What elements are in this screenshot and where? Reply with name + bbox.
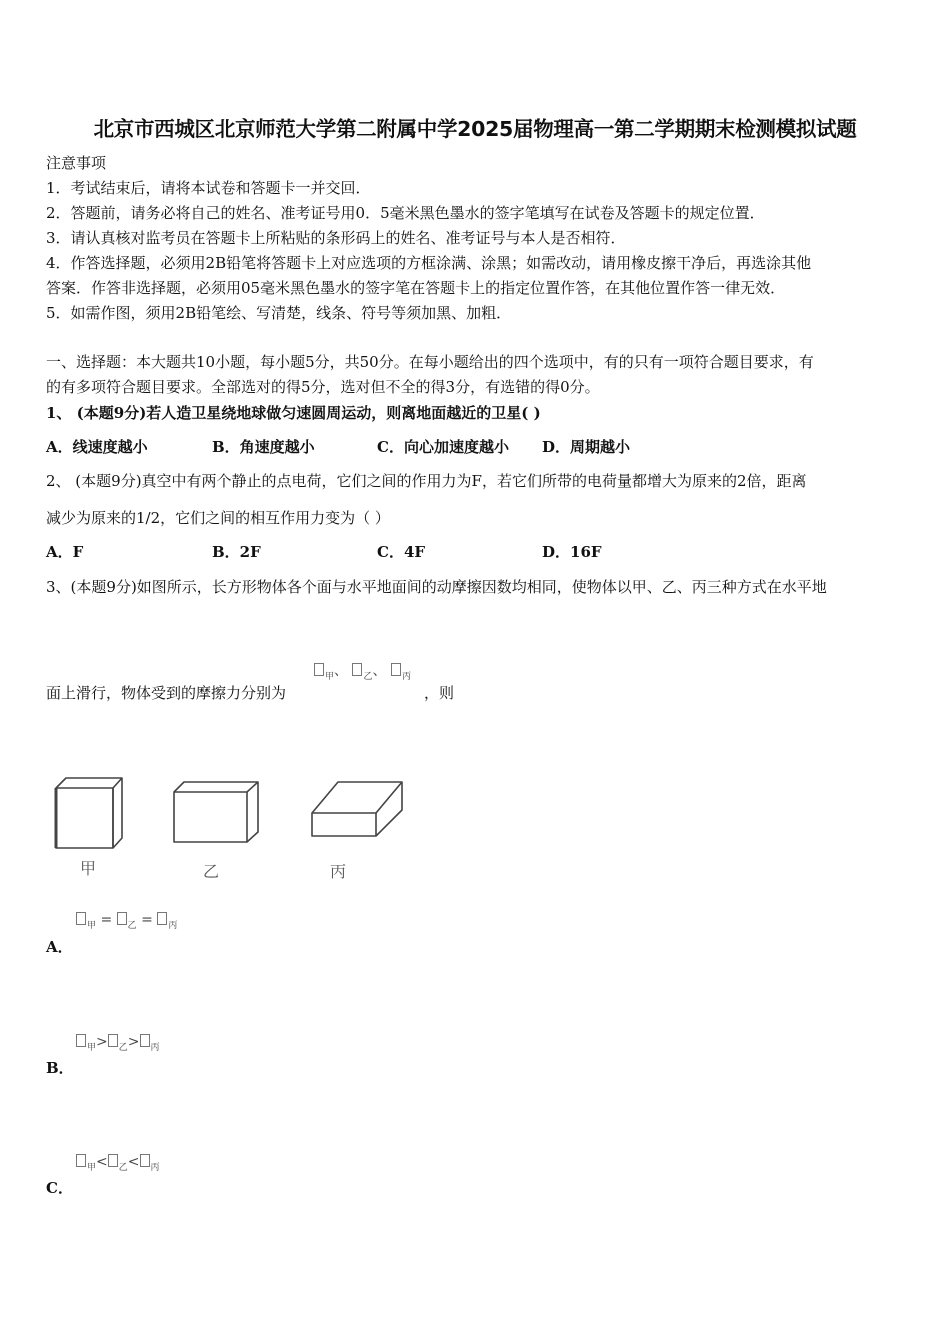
figure-label-yi: 乙 bbox=[203, 862, 220, 881]
symbol-placeholder-icon bbox=[117, 912, 127, 925]
q1-option-a: A．线速度越小 bbox=[46, 438, 148, 456]
section-instructions-line2: 的有多项符合题目要求。全部选对的得5分，选对但不全的得3分，有选错的得0分。 bbox=[46, 378, 600, 396]
block-yi-icon bbox=[174, 782, 258, 842]
question-3-stem-line1: 3、(本题9分)如图所示，长方形物体各个面与水平地面间的动摩擦因数均相同，使物体以甲、乙、丙三种方式在水平地 bbox=[46, 578, 827, 596]
symbol-placeholder-icon bbox=[76, 1154, 86, 1167]
symbol-placeholder-icon bbox=[108, 1154, 118, 1167]
notice-heading: 注意事项 bbox=[46, 154, 107, 172]
symbol-placeholder-icon bbox=[314, 663, 324, 676]
block-bing-icon bbox=[312, 782, 402, 836]
question-1-stem: 1、 (本题9分)若人造卫星绕地球做匀速圆周运动，则离地面越近的卫星( ) bbox=[46, 404, 541, 422]
question-2-stem-line1: 2、 (本题9分)真空中有两个静止的点电荷，它们之间的作用力为F，若它们所带的电荷量都增大为原来的2倍，距离 bbox=[46, 472, 807, 490]
q1-option-b: B．角速度越小 bbox=[212, 438, 315, 456]
symbol-placeholder-icon bbox=[352, 663, 362, 676]
notice-item-2: 2．答题前，请务必将自己的姓名、准考证号用0．5毫米黑色墨水的签字笔填写在试卷及答题卡的规定位置． bbox=[46, 204, 765, 222]
q2-option-c: C．4F bbox=[377, 543, 426, 561]
symbol-placeholder-icon bbox=[391, 663, 401, 676]
section-instructions-line1: 一、选择题：本大题共10小题，每小题5分，共50分。在每小题给出的四个选项中，有的只有一项符合题目要求，有 bbox=[46, 353, 814, 371]
notice-item-4: 4．作答选择题，必须用2B铅笔将答题卡上对应选项的方框涂满、涂黑；如需改动，请用橡皮擦干净后，再选涂其他 bbox=[46, 254, 812, 272]
block-jia-icon bbox=[56, 778, 122, 848]
q3-option-a: A． bbox=[46, 938, 73, 956]
friction-forces-formula: $_甲$、 $_乙$、 $_丙$ bbox=[314, 660, 411, 682]
question-2-stem-line2: 减少为原来的1/2，它们之间的相互作用力变为（ ） bbox=[46, 509, 390, 527]
symbol-placeholder-icon bbox=[157, 912, 167, 925]
notice-item-1: 1．考试结束后，请将本试卷和答题卡一并交回． bbox=[46, 179, 371, 197]
notice-item-3: 3．请认真核对监考员在答题卡上所粘贴的条形码上的姓名、准考证号与本人是否相符． bbox=[46, 229, 626, 247]
q2-option-a: A．F bbox=[46, 543, 84, 561]
q2-option-b: B．2F bbox=[212, 543, 261, 561]
symbol-placeholder-icon bbox=[76, 912, 86, 925]
symbol-placeholder-icon bbox=[140, 1154, 150, 1167]
q1-option-d: D．周期越小 bbox=[542, 438, 631, 456]
q1-option-c: C．向心加速度越小 bbox=[377, 438, 509, 456]
symbol-placeholder-icon bbox=[108, 1034, 118, 1047]
q3-option-b-formula: $_甲$> $_乙$> $_丙$ bbox=[76, 1034, 160, 1053]
question-3-stem-line2-end: ，则 bbox=[424, 684, 455, 702]
q3-option-a-formula: $_甲$ = $_乙$ = $_丙$ bbox=[76, 912, 177, 931]
q2-option-d: D．16F bbox=[542, 543, 602, 561]
symbol-placeholder-icon bbox=[140, 1034, 150, 1047]
page-title: 北京市西城区北京师范大学第二附属中学2025届物理高一第二学期期末检测模拟试题 bbox=[93, 117, 857, 141]
notice-item-5: 5．如需作图，须用2B铅笔绘、写清楚，线条、符号等须加黑、加粗． bbox=[46, 304, 512, 322]
question-3-stem-line2: 面上滑行，物体受到的摩擦力分别为 bbox=[46, 684, 287, 702]
q3-option-c: C． bbox=[46, 1179, 73, 1197]
q3-option-b: B． bbox=[46, 1059, 74, 1077]
symbol-placeholder-icon bbox=[76, 1034, 86, 1047]
figure-label-bing: 丙 bbox=[330, 862, 347, 881]
notice-item-4-cont: 答案．作答非选择题，必须用05毫米黑色墨水的签字笔在答题卡上的指定位置作答，在其他位置作答一律无效． bbox=[46, 279, 786, 297]
block-orientations-figure bbox=[46, 770, 416, 855]
q3-option-c-formula: $_甲$< $_乙$< $_丙$ bbox=[76, 1154, 160, 1173]
figure-label-jia: 甲 bbox=[80, 859, 97, 878]
